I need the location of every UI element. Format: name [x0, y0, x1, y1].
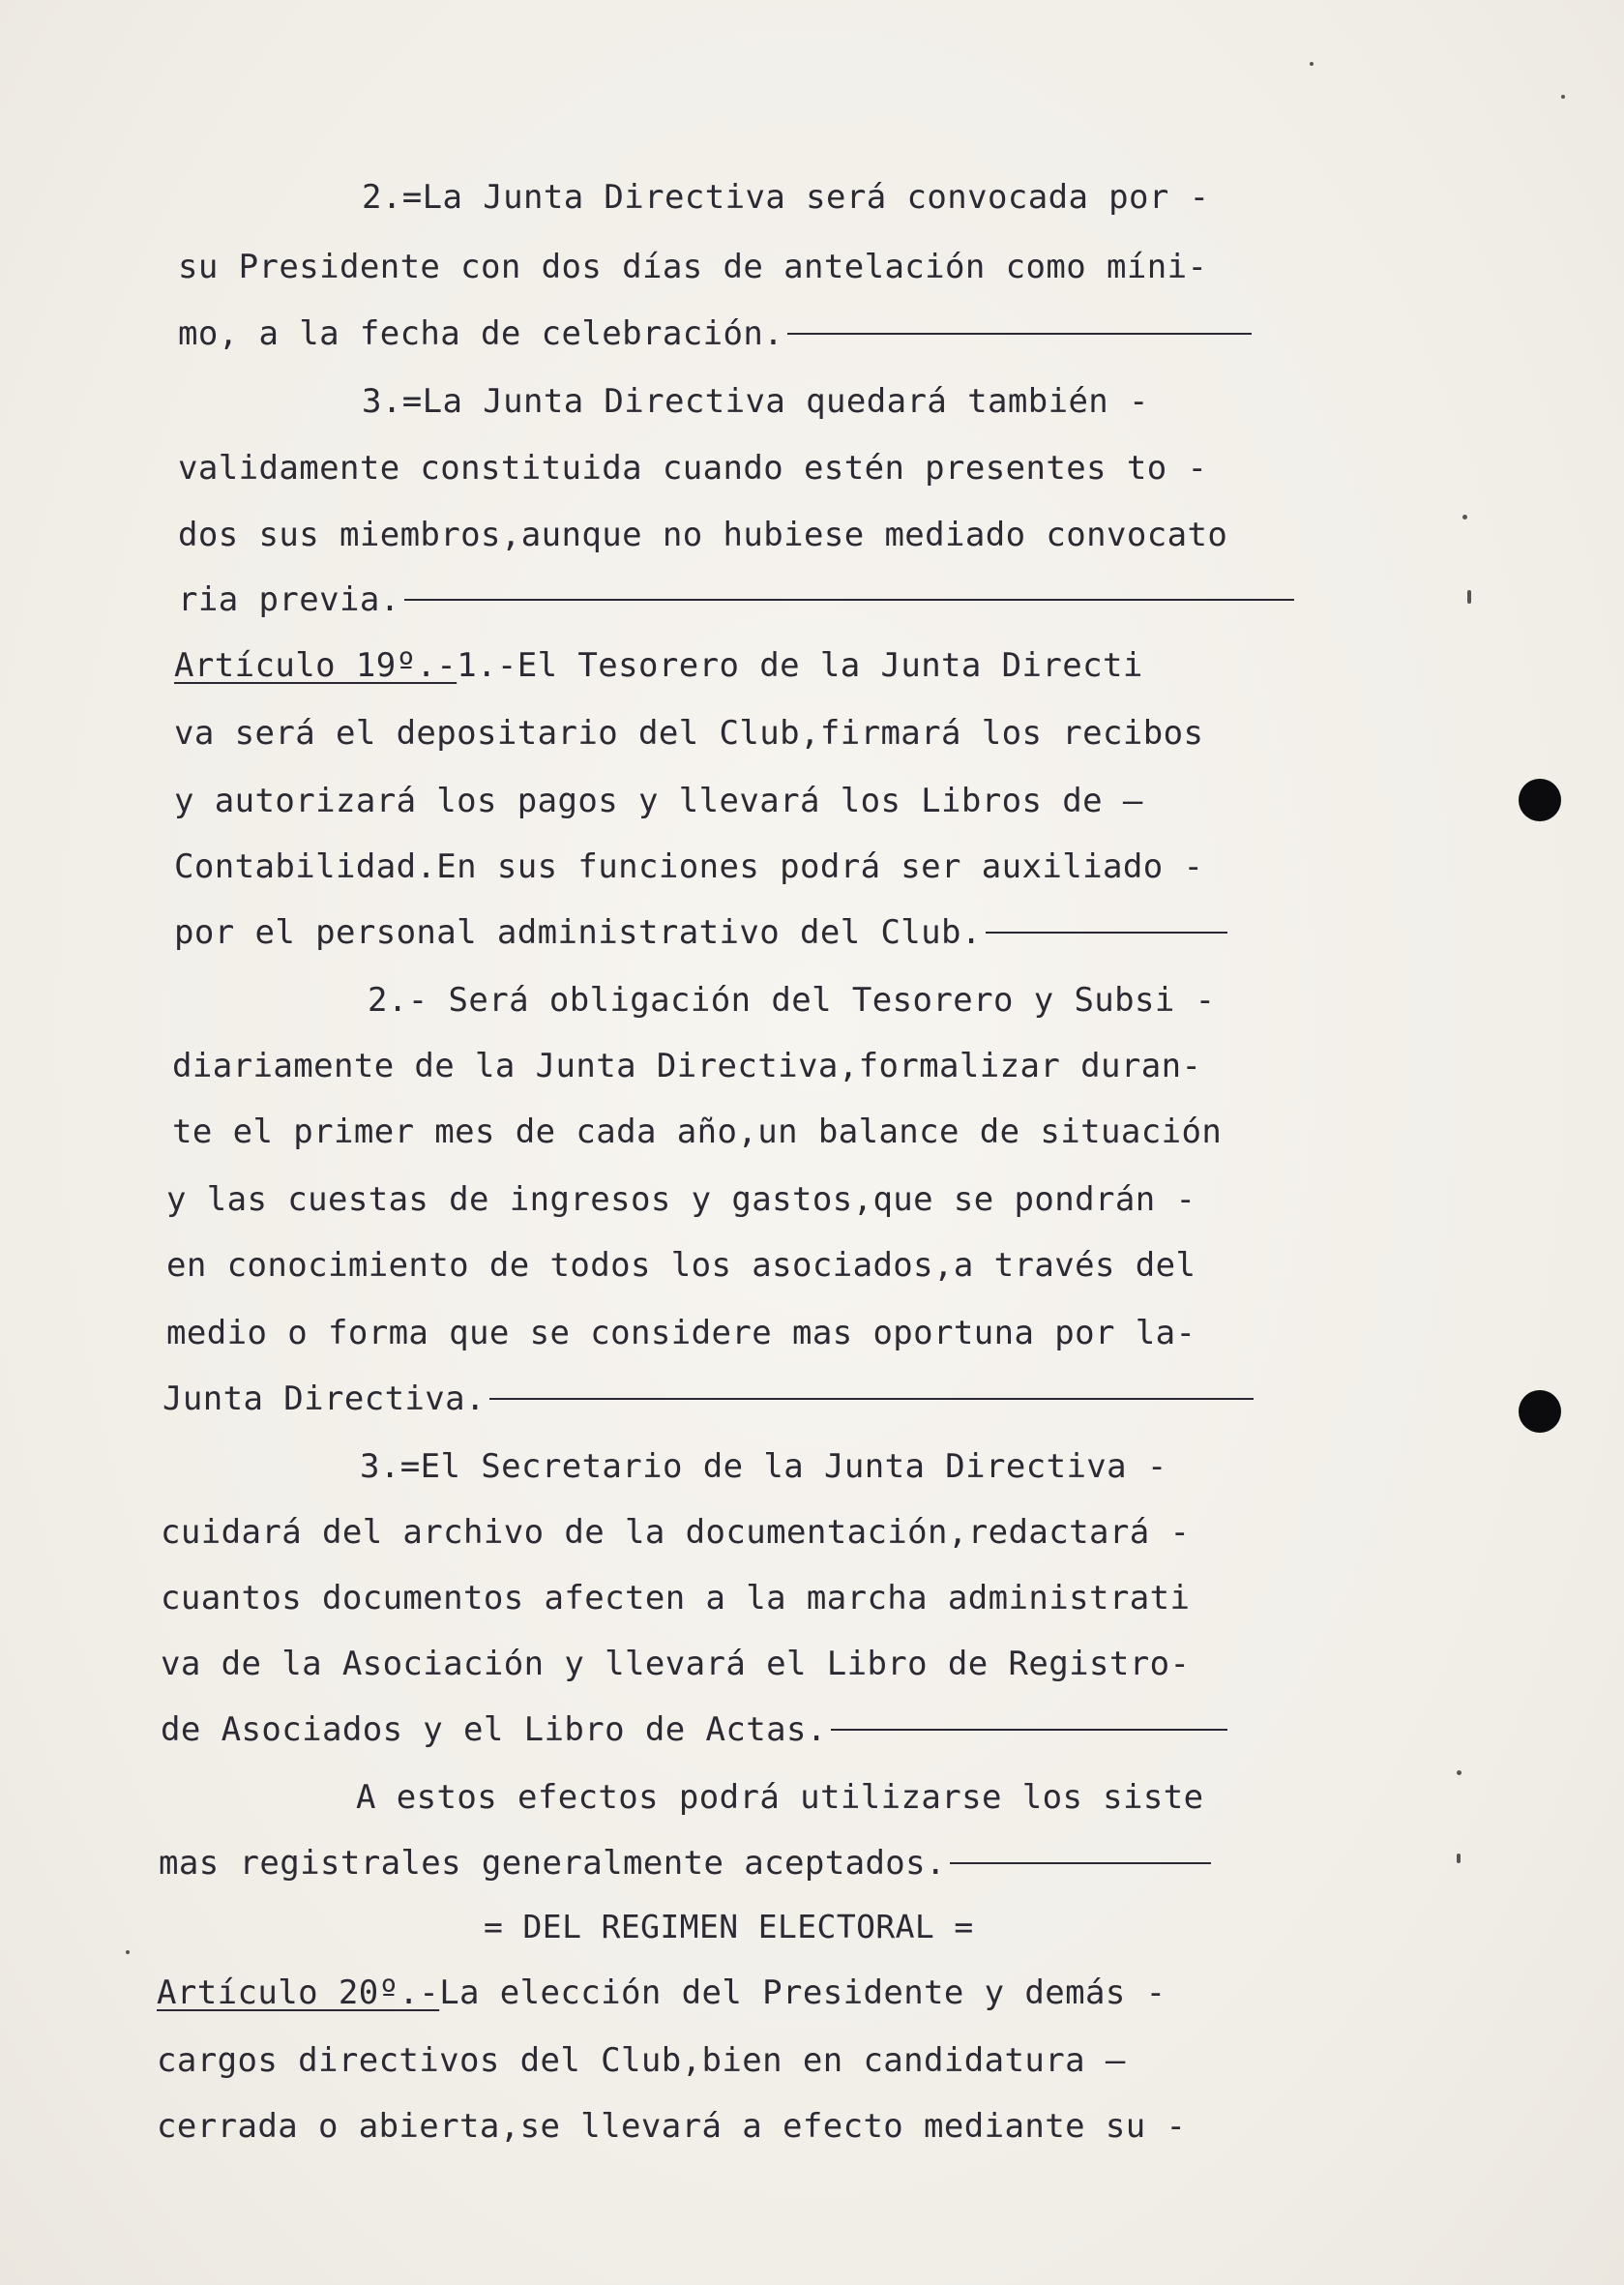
ink-speck: [1561, 95, 1565, 99]
text-line: A estos efectos podrá utilizarse los siste: [356, 1778, 1204, 1817]
text-line: 3.=El Secretario de la Junta Directiva -: [360, 1447, 1167, 1486]
text-line: Contabilidad.En sus funciones podrá ser auxiliado -: [174, 847, 1204, 886]
text-line: Junta Directiva.: [162, 1380, 1254, 1418]
text-line: medio o forma que se considere mas oportuna por la-: [166, 1314, 1196, 1352]
text-line: y autorizará los pagos y llevará los Libros de —: [174, 782, 1143, 820]
fill-rule: [787, 333, 1252, 335]
text-line: 2.=La Junta Directiva será convocada por -: [362, 178, 1210, 217]
punch-hole-bottom: [1519, 1390, 1561, 1433]
text-line: te el primer mes de cada año,un balance de situación: [172, 1113, 1223, 1151]
text-line: cargos directivos del Club,bien en candidatura —: [157, 2041, 1126, 2080]
fill-rule: [986, 932, 1227, 934]
text-line: dos sus miembros,aunque no hubiese mediado convocato: [178, 516, 1228, 554]
text-line: cerrada o abierta,se llevará a efecto mediante su -: [157, 2107, 1187, 2146]
text-line: diariamente de la Junta Directiva,formalizar duran-: [172, 1047, 1202, 1085]
fill-rule: [950, 1862, 1211, 1864]
text-line: por el personal administrativo del Club.: [174, 913, 1227, 952]
ink-speck: [1457, 1854, 1461, 1863]
text-line: va será el depositario del Club,firmará los recibos: [174, 714, 1204, 753]
text-line: cuidará del archivo de la documentación,redactará -: [161, 1513, 1191, 1552]
text-line: va de la Asociación y llevará el Libro de Registro-: [161, 1645, 1191, 1683]
text-line: validamente constituida cuando estén presentes to -: [178, 449, 1208, 488]
article-20-heading-line: Artículo 20º.-La elección del Presidente y demás -: [157, 1973, 1166, 2012]
text-line: 2.- Será obligación del Tesorero y Subsi -: [368, 981, 1216, 1020]
text-line: cuantos documentos afecten a la marcha administrati: [161, 1579, 1191, 1617]
text-line: de Asociados y el Libro de Actas.: [161, 1710, 1227, 1749]
ink-speck: [126, 1950, 130, 1954]
text-line: mas registrales generalmente aceptados.: [159, 1844, 1211, 1883]
article-19-heading-line: Artículo 19º.-1.-El Tesorero de la Junta Directi: [174, 646, 1143, 685]
text-line: en conocimiento de todos los asociados,a través del: [166, 1246, 1196, 1285]
text-line: ria previa.: [178, 580, 1294, 619]
ink-speck: [1457, 1770, 1462, 1775]
article-19-label: Artículo 19º.-: [174, 646, 458, 685]
article-20-label: Artículo 20º.-: [157, 1973, 440, 2012]
ink-speck: [1462, 515, 1467, 519]
section-heading-regimen-electoral: = DEL REGIMEN ELECTORAL =: [484, 1908, 974, 1945]
text-line: 3.=La Junta Directiva quedará también -: [362, 382, 1149, 421]
fill-rule: [404, 599, 1294, 601]
punch-hole-top: [1519, 779, 1561, 821]
fill-rule: [489, 1398, 1254, 1400]
text-line: y las cuestas de ingresos y gastos,que se pondrán -: [166, 1180, 1196, 1219]
text-line: mo, a la fecha de celebración.: [178, 314, 1252, 353]
ink-speck: [1467, 590, 1471, 604]
text-line: su Presidente con dos días de antelación como míni-: [178, 248, 1208, 286]
fill-rule: [831, 1729, 1227, 1731]
ink-speck: [1310, 62, 1314, 66]
